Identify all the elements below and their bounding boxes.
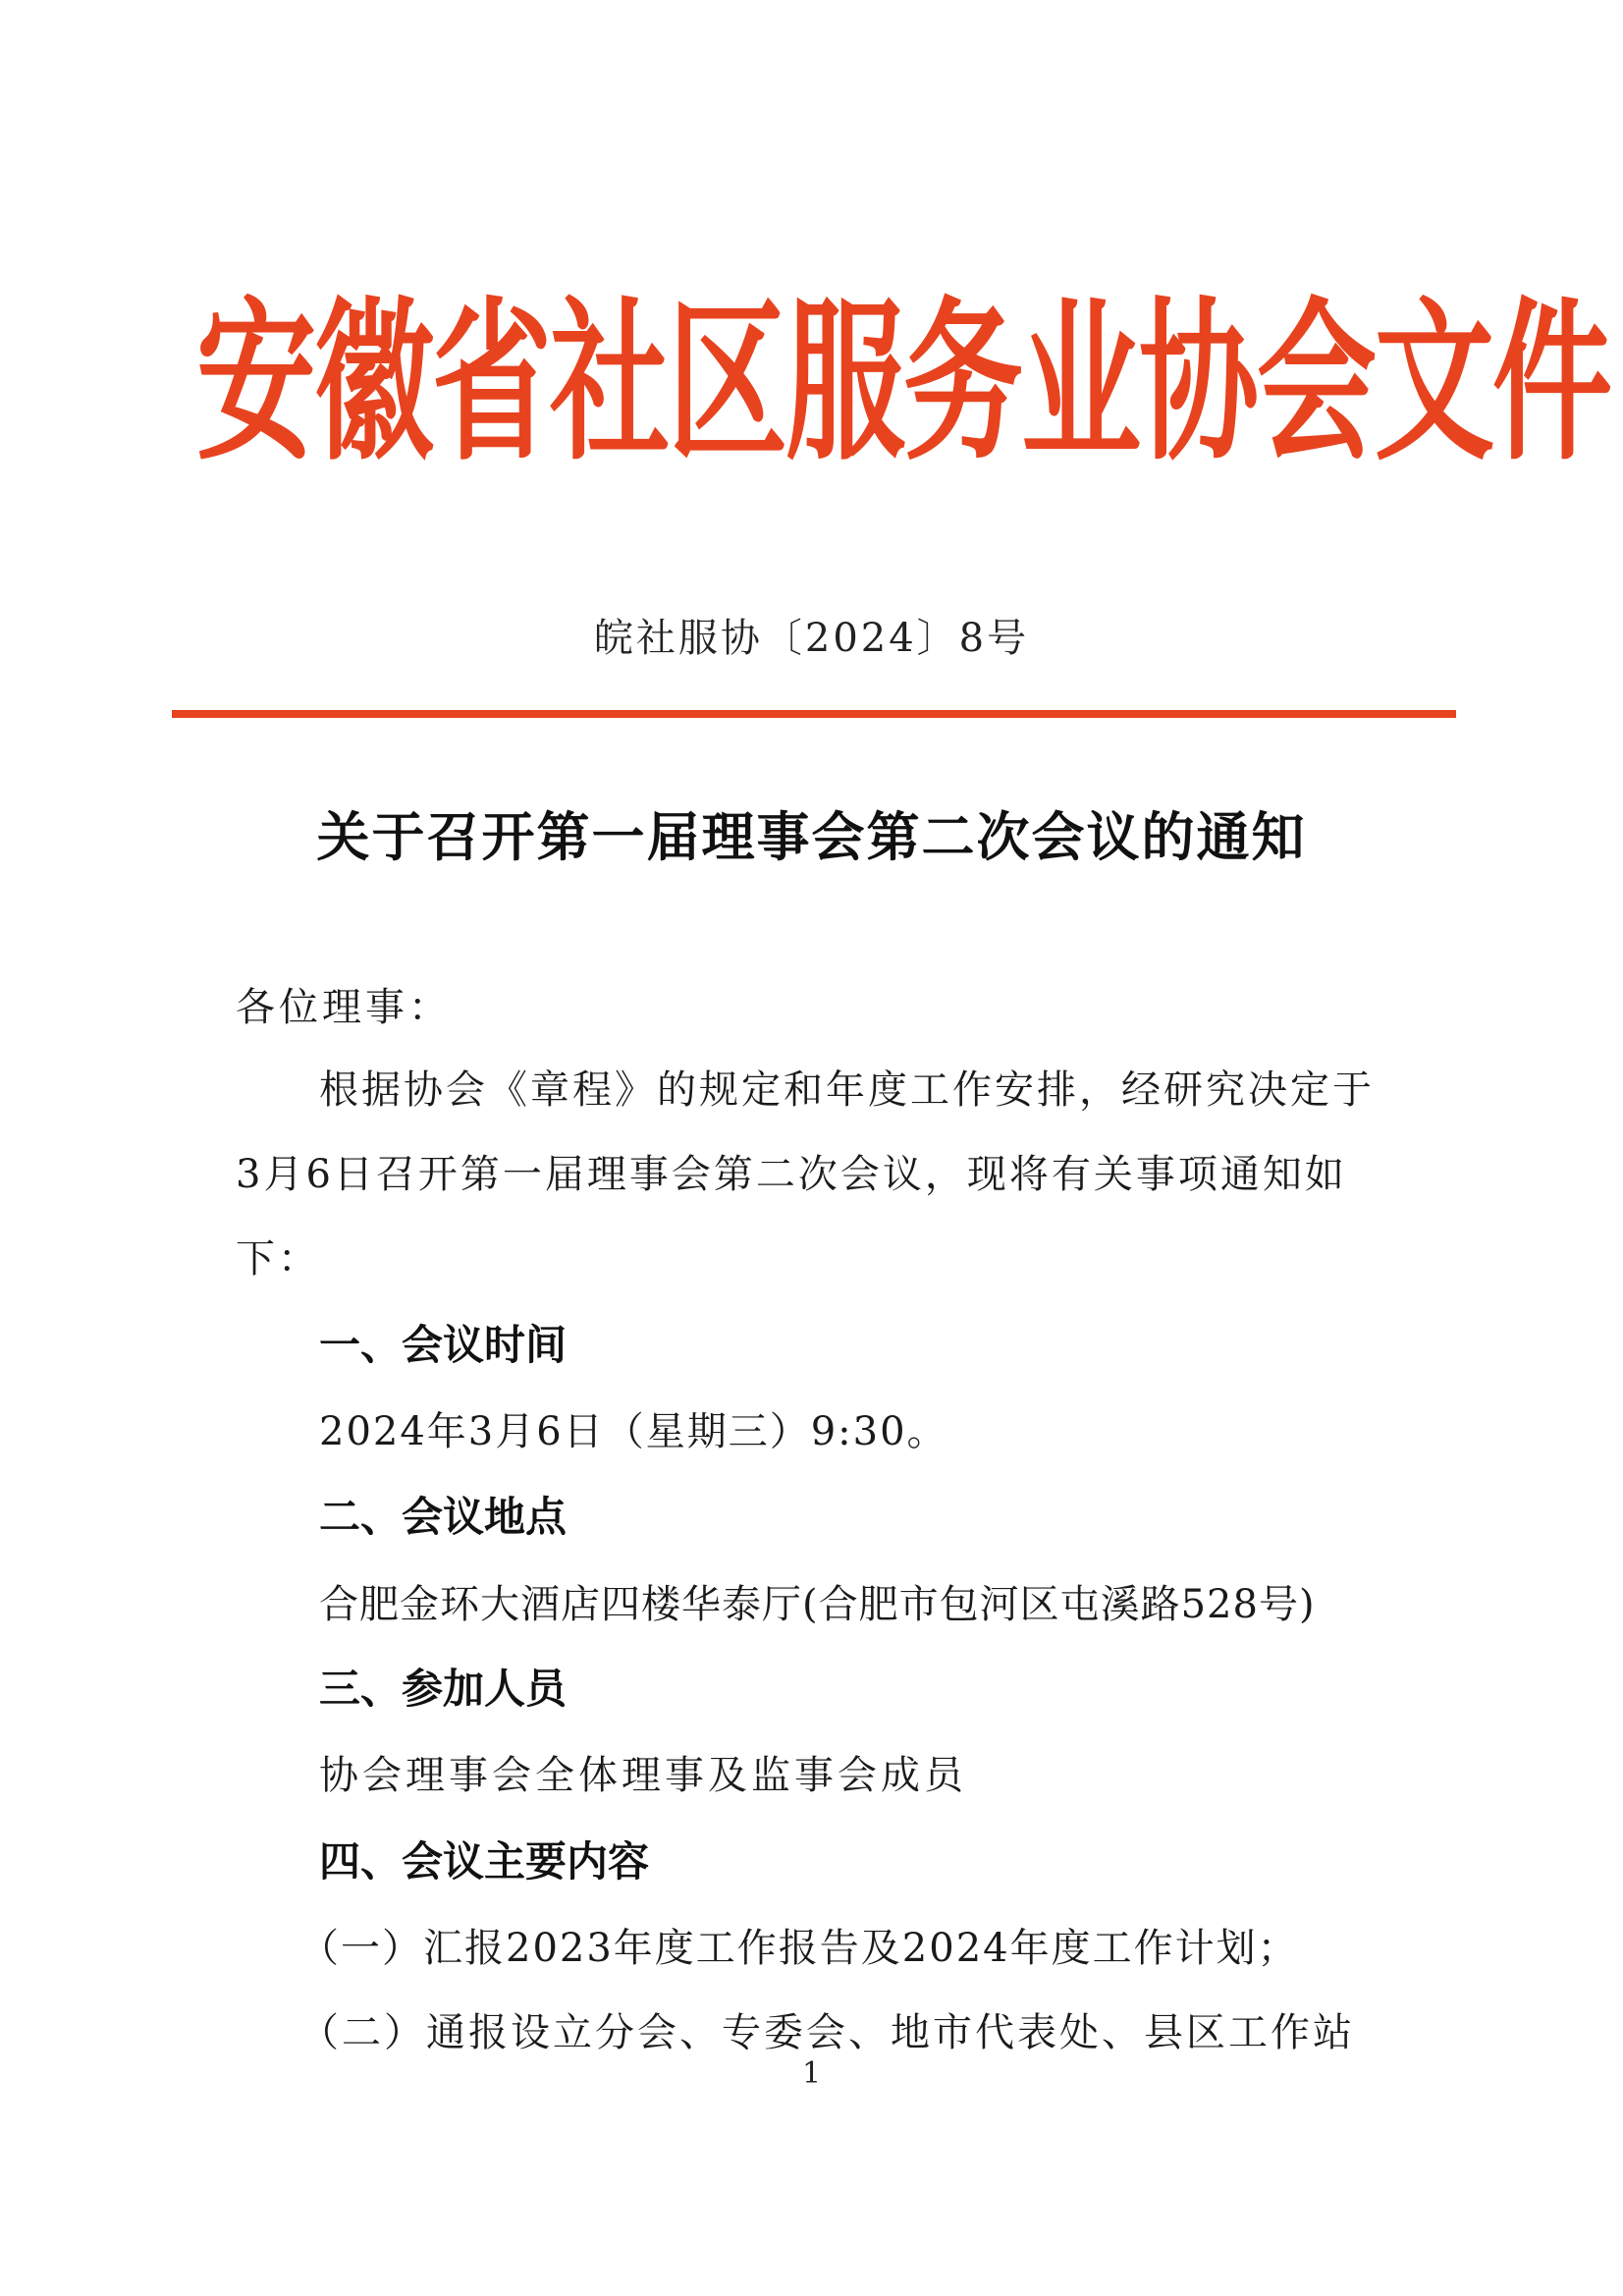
intro-line-2: 3月6日召开第一届理事会第二次会议，现将有关事项通知如 [236,1152,1347,1197]
salutation: 各位理事： [236,985,452,1030]
document-number: 皖社服协〔2024〕8号 [593,616,1030,661]
section-heading-time: 一、会议时间 [319,1321,568,1369]
section-heading-attendees: 三、参加人员 [319,1665,568,1713]
masthead-title: 安徽省社区服务业协会文件 [196,282,1610,484]
section-text-attendees: 协会理事会全体理事及监事会成员 [319,1753,967,1798]
section-heading-content: 四、会议主要内容 [319,1837,650,1886]
page-number: 1 [801,2056,822,2091]
section-heading-place: 二、会议地点 [319,1493,568,1541]
red-divider-rule [172,710,1456,718]
intro-line-3: 下： [236,1236,320,1282]
section-text-place: 合肥金环大酒店四楼华泰厅(合肥市包河区屯溪路528号) [319,1582,1316,1627]
section-text-time: 2024年3月6日（星期三）9:30。 [319,1409,948,1454]
content-item-1: （一）汇报2023年度工作报告及2024年度工作计划； [299,1926,1299,1971]
content-item-2: （二）通报设立分会、专委会、地市代表处、县区工作站 [299,2010,1355,2055]
notice-title: 关于召开第一届理事会第二次会议的通知 [316,806,1307,868]
intro-line-1: 根据协会《章程》的规定和年度工作安排，经研究决定于 [319,1067,1375,1113]
